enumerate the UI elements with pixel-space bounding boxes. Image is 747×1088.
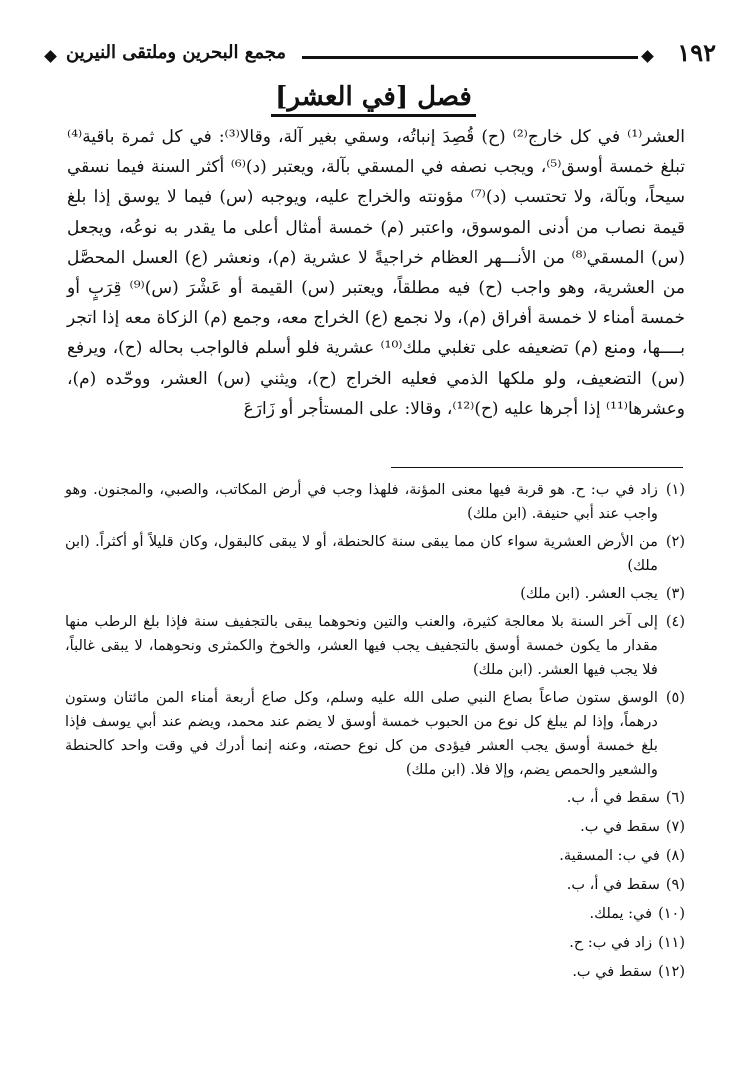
section-heading [0,82,747,112]
book-title: مجمع البحرين وملتقى النيرين [66,42,287,63]
footnote [65,902,685,926]
footnote [65,931,685,955]
footnote-text: سقط في أ، ب. [566,877,660,893]
footnote [65,478,685,526]
footnote [65,873,685,897]
footnote-text: من الأرض العشرية سواء كان مما يبقى سنة كالحنطة، أو لا يبقى كالبقول، وكان قليلاً أو أكثراً. (ابن ملك) [65,534,658,574]
footnote [65,815,685,839]
footnote-text: إلى آخر السنة بلا معالجة كثيرة، والعنب والتين ونحوهما يبقى بالتجفيف سنة فإذا بلغ الرطب منها مقدار ما يكون خمسة أوسق بالتجفيف يجب فيها العشر، والخوخ والكمثرى ونحوهما، لا يبقى غالباً، فلا يجب فيها العشر. (ابن ملك) [65,614,658,678]
footnote-number: (١١) [658,935,685,951]
footnote [65,844,685,868]
footnote-number: (٦) [665,790,685,806]
footnote-number: (١) [665,482,685,498]
footnote-number: (٣) [665,586,685,602]
footnote-text: زاد في ب: ح. [569,935,653,951]
footnote-text: سقط في ب. [580,819,660,835]
page-header [34,34,716,74]
main-text [67,122,685,424]
footnote-text: زاد في ب: ح. هو قربة فيها معنى المؤنة، فلهذا وجب في أرض المكاتب، والصبي، والمجنون. وهو واجب عند أبي حنيفة. (ابن ملك) [65,482,658,522]
header-rule [302,56,638,59]
diamond-ornament-icon [44,50,57,63]
footnote-number: (٢) [665,534,685,550]
footnote-text: في ب: المسقية. [559,848,660,864]
footnote-text: سقط في أ، ب. [566,790,660,806]
section-heading-text: فصل [في العشر] [271,82,476,117]
footnote-number: (٤) [665,614,685,630]
footnote [65,530,685,578]
footnote [65,686,685,782]
footnote-text: يجب العشر. (ابن ملك) [520,586,658,602]
main-paragraph: العشر⁽¹⁾ في كل خارج⁽²⁾ (ح) قُصِدَ إنباتُه، وسقي بغير آلة، وقالا⁽³⁾: في كل ثمرة باقية⁽⁴⁾ تبلغ خمسة أوسق⁽⁵⁾، ويجب نصفه في المسقي بآلة، ويعتبر (د)⁽⁶⁾ أكثر السنة فيما نسقي سيحاً، وبآلة، ولا تحتسب (د)⁽⁷⁾ مؤونته والخراج عليه، ويوجبه (س) فيما لا يوسق إذا بلغ قيمة نصاب من أدنى الموسوق، واعتبر (م) خمسة أمثال أعلى ما يقدر به نوعُه، ويجعل (س) المسقي⁽⁸⁾ من الأنـــهر العظام خراجيةً لا عشرية (م)، ونعشر (ع) العسل المحصَّل من العشرية، وهو واجب (ح) فيه مطلقاً، ويعتبر (س) القيمة أو عَشْرَ (س)⁽⁹⁾ قِرَبٍ أو خمسة أمناء لا خمسة أفراق (م)، ولا نجمع (ع) الخراج معه، وجمع (م) الزكاة معه إذا اتجر بــــها، ومنع (م) تضعيفه على تغلبي ملك⁽¹⁰⁾ عشرية فلو أسلم فالواجب بحاله (ح)، ويرفع (س) التضعيف، ولو ملكها الذمي فعليه الخراج (ح)، ويثني (س) العشر، ووحّده (م)، وعشرها⁽¹¹⁾ إذا أجرها عليه (ح)⁽¹²⁾، وقالا: على المستأجر أو زَارَعَ [67,127,686,419]
footnote-number: (١٠) [658,906,685,922]
diamond-ornament-icon [641,50,654,63]
footnote-number: (٧) [665,819,685,835]
footnote [65,610,685,682]
footnotes [65,478,685,989]
footnote-separator [391,467,683,468]
footnote-text: الوسق ستون صاعاً بصاع النبي صلى الله عليه وسلم، وكل صاع أربعة أمناء المن مائتان وستون درهماً، وإذا لم يبلغ كل نوع من الحبوب خمسة أوسق لا يضم عند محمد، ويضم عند أبي يوسف فإذا بلغ خمسة أوسق يجب العشر فيؤدى من كل نوع حصته، وعنه إنما أدرك في وقت واحد كالحنطة والشعير والحمص يضم، وإلا فلا. (ابن ملك) [65,690,658,778]
footnote [65,786,685,810]
footnote-number: (٩) [665,877,685,893]
footnote-number: (٥) [665,690,685,706]
footnote-text: سقط في ب. [572,964,653,980]
footnote-text: في: يملك. [589,906,653,922]
footnote-number: (١٢) [658,964,685,980]
footnote-number: (٨) [665,848,685,864]
footnote [65,960,685,984]
footnote [65,582,685,606]
page-number: ١٩٢ [677,38,716,67]
